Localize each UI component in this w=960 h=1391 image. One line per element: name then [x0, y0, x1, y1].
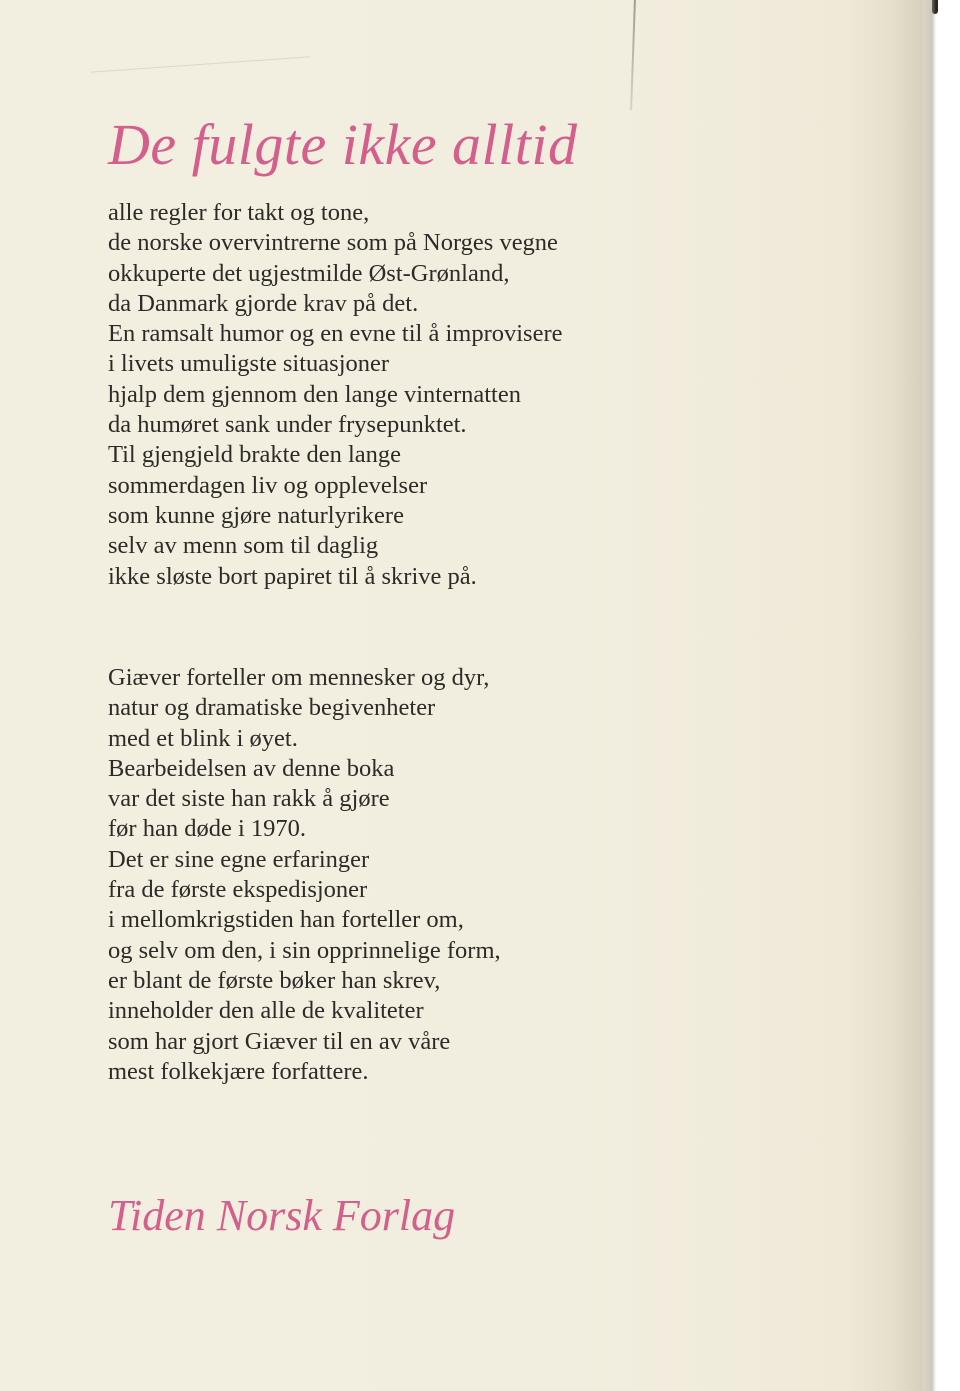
blurb-line: hjalp dem gjennom den lange vinternatten	[108, 380, 521, 408]
blurb-line: og selv om den, i sin opprinnelige form,	[108, 936, 501, 964]
blurb-line: mest folkekjære forfattere.	[108, 1057, 369, 1085]
blurb-paragraph-2	[108, 663, 501, 1087]
blurb-line: Til gjengjeld brakte den lange	[108, 441, 402, 469]
blurb-line: Det er sine egne erfaringer	[108, 845, 370, 873]
blurb-line: selv av menn som til daglig	[108, 532, 379, 560]
blurb-line: før han døde i 1970.	[108, 815, 306, 843]
cover-title: De fulgte ikke alltid	[108, 112, 578, 177]
publisher-name: Tiden Norsk Forlag	[108, 1191, 456, 1240]
blurb-line: natur og dramatiske begivenheter	[108, 694, 436, 722]
blurb-line: En ramsalt humor og en evne til å improvisere	[108, 320, 563, 348]
cover-edge-shadow	[922, 0, 936, 1391]
blurb-line: inneholder den alle de kvaliteter	[108, 997, 424, 1025]
blurb-line: som kunne gjøre naturlyrikere	[108, 501, 404, 529]
blurb-paragraph-1	[108, 198, 562, 592]
pencil-annotation	[89, 32, 310, 72]
blurb-line: da humøret sank under frysepunktet.	[108, 411, 467, 439]
blurb-line: fra de første ekspedisjoner	[108, 876, 368, 904]
blurb-line: med et blink i øyet.	[108, 724, 298, 752]
blurb-line: ikke sløste bort papiret til å skrive på.	[108, 562, 477, 590]
blurb-line: de norske overvintrerne som på Norges vegne	[108, 229, 558, 257]
paper-tear	[630, 0, 636, 110]
blurb-line: er blant de første bøker han skrev,	[108, 966, 441, 994]
blurb-line: okkuperte det ugjestmilde Øst-Grønland,	[108, 259, 510, 287]
blurb-line: som har gjort Giæver til en av våre	[108, 1027, 451, 1055]
blurb-line: sommerdagen liv og opplevelser	[108, 471, 428, 499]
blurb-line: alle regler for takt og tone,	[108, 199, 370, 226]
blurb-line: Giæver forteller om mennesker og dyr,	[108, 664, 490, 691]
blurb-line: var det siste han rakk å gjøre	[108, 785, 390, 813]
blurb-line: Bearbeidelsen av denne boka	[108, 754, 395, 782]
blurb-line: da Danmark gjorde krav på det.	[108, 289, 419, 317]
blurb-line: i livets umuligste situasjoner	[108, 350, 390, 378]
blurb-line: i mellomkrigstiden han forteller om,	[108, 906, 464, 934]
